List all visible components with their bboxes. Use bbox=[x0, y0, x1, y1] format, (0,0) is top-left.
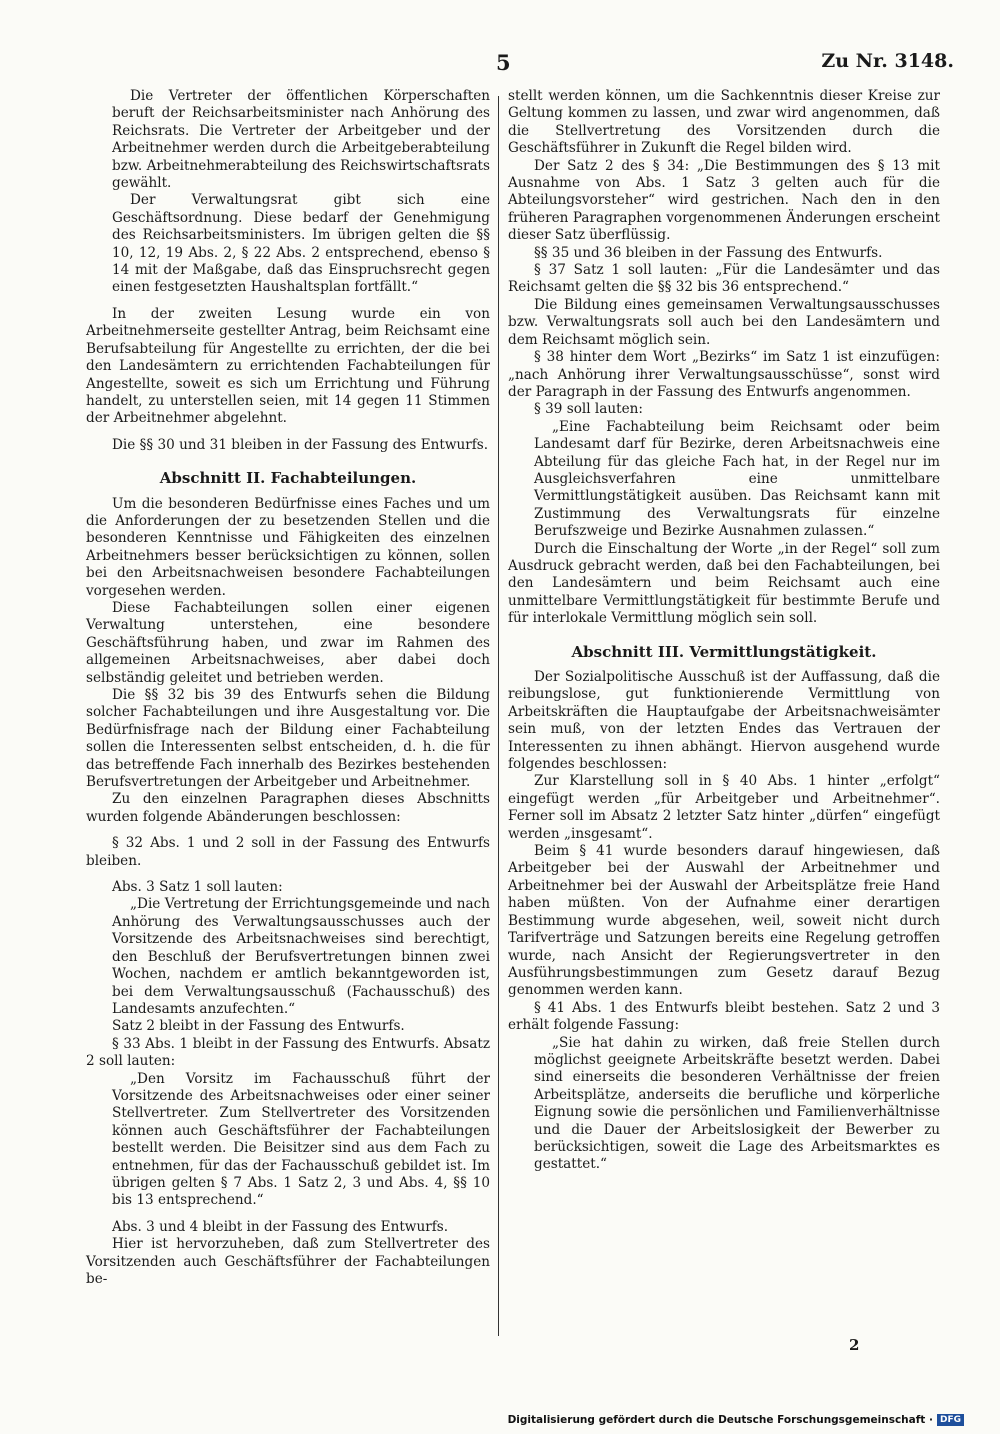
dfg-logo: DFG bbox=[937, 1414, 964, 1426]
right-paragraph: Der Sozialpolitische Ausschuß ist der Auffassung, daß die reibungslose, gut funktionierende Vermittlung von Arbeitskräften die Hauptaufgabe der Arbeitsnachweisämter sein muß, von der letzten Endes das Vertrauen der Interessenten zu ihnen abhängt. Hiervon ausgehend wurde folgendes beschlossen: bbox=[508, 669, 940, 773]
left-paragraph: Abs. 3 Satz 1 soll lauten: bbox=[112, 879, 283, 896]
right-paragraph: § 38 hinter dem Wort „Bezirks“ im Satz 1 ist einzufügen: „nach Anhörung ihrer Verwaltungsausschüsse“, sonst wird der Paragraph in der Fassung des Entwurfs angenommen. bbox=[508, 349, 940, 400]
left-paragraph: Abs. 3 und 4 bleibt in der Fassung des Entwurfs. bbox=[112, 1218, 449, 1235]
right-paragraph: Der Satz 2 des § 34: „Die Bestimmungen des § 13 mit Ausnahme von Abs. 1 Satz 3 gelten auch für die Abteilungsvorsteher“ wird gestrichen. Nach den in den früheren Paragraphen vorgenommenen Änderungen erscheint dieser Satz überflüssig. bbox=[508, 157, 940, 244]
column-right bbox=[508, 88, 940, 1174]
left-paragraph: „Die Vertretung der Errichtungsgemeinde und nach Anhörung des Verwaltungsausschusses auch der Vorsitzende des Arbeitsnachweises sind berechtigt, den Beschluß der Berufsvertretungen binnen zwei Wochen, nachdem er amtlich bekanntgeworden ist, bei dem Verwaltungsausschuß (Fachausschuß) des Landesamts anzufechten.“ bbox=[112, 896, 490, 1017]
right-paragraph: § 37 Satz 1 soll lauten: „Für die Landesämter und das Reichsamt gelten die §§ 32 bis 36 entsprechend.“ bbox=[508, 262, 940, 296]
right-paragraph: Durch die Einschaltung der Worte „in der Regel“ soll zum Ausdruck gebracht werden, daß bei den Fachabteilungen, bei den Landesämtern und beim Reichsamt auch eine unmittelbare Vermittlungstätigkeit für bestimmte Berufe und für interlokale Vermittlung möglich sein soll. bbox=[508, 540, 940, 627]
left-paragraph: Zu den einzelnen Paragraphen dieses Abschnitts wurden folgende Abänderungen beschlossen: bbox=[86, 791, 490, 825]
left-paragraph: Der Verwaltungsrat gibt sich eine Geschäftsordnung. Diese bedarf der Genehmigung des Reichsarbeitsministers. Im übrigen gelten die §§ 10, 12, 19 Abs. 2, § 22 Abs. 2 entsprechend, ebenso § 14 mit der Maßgabe, daß das Einspruchsrecht gegen einen festgesetzten Haushaltsplan fortfällt.“ bbox=[112, 192, 490, 296]
right-paragraph: stellt werden können, um die Sachkenntnis dieser Kreise zur Geltung kommen zu lassen, und zwar wird angenommen, daß die Stellvertretung des Vorsitzenden durch die Geschäftsführer in Zukunft die Regel bilden wird. bbox=[508, 88, 940, 157]
right-paragraph: § 41 Abs. 1 des Entwurfs bleibt bestehen. Satz 2 und 3 erhält folgende Fassung: bbox=[508, 999, 940, 1034]
right-paragraph: Beim § 41 wurde besonders darauf hingewiesen, daß Arbeitgeber bei der Auswahl der Arbeitnehmer und Arbeitnehmer bei der Auswahl der Arbeitsplätze freie Hand haben müßten. Von der Aufnahme einer derartigen Bestimmung wurde abgesehen, weil, soweit nicht durch Tarifverträge und Satzungen bereits eine Regelung getroffen wurde, nach Ansicht der Regierungsvertreter in den Ausführungsbestimmungen zum Gesetz darauf Bezug genommen werden kann. bbox=[508, 843, 940, 999]
signature-mark: 2 bbox=[849, 1336, 860, 1354]
right-paragraph: Zur Klarstellung soll in § 40 Abs. 1 hinter „erfolgt“ eingefügt werden „für Arbeitgeber und Arbeitnehmer“. Ferner soll im Absatz 2 letzter Satz hinter „dürfen“ eingefügt werden „insgesamt“. bbox=[508, 773, 940, 842]
left-paragraph: Hier ist hervorzuheben, daß zum Stellvertreter des Vorsitzenden auch Geschäftsführer der Fachabteilungen be- bbox=[86, 1236, 490, 1287]
footer-text: Digitalisierung gefördert durch die Deutsche Forschungsgemeinschaft · bbox=[507, 1414, 933, 1426]
page-number: 5 bbox=[496, 50, 511, 75]
left-paragraph: Um die besonderen Bedürfnisse eines Faches und um die Anforderungen der zu besetzenden Stellen und die besonderen Kenntnisse und Fähigkeiten des einzelnen Arbeitnehmers besser berücksichtigen zu können, sollen bei den Arbeitsnachweisen besondere Fachabteilungen vorgesehen werden. bbox=[86, 495, 490, 599]
right-paragraph: §§ 35 und 36 bleiben in der Fassung des Entwurfs. bbox=[534, 244, 883, 261]
left-paragraph: Die §§ 32 bis 39 des Entwurfs sehen die Bildung solcher Fachabteilungen und ihre Ausgestaltung vor. Die Bedürfnisfrage nach der Bildung einer Fachabteilung sollen die Interessenten selbst entscheiden, d. h. die für das betreffende Fach innerhalb des Bezirkes bestehenden Berufsvertretungen der Arbeitgeber und Arbeitnehmer. bbox=[86, 687, 490, 791]
section-heading: Abschnitt II. Fachabteilungen. bbox=[159, 469, 417, 488]
right-paragraph: „Eine Fachabteilung beim Reichsamt oder beim Landesamt darf für Bezirke, deren Arbeitsnachweis eine Abteilung für das gleiche Fach hat, in der Regel nur im Ausgleichsverfahren eine unmittelbare Vermittlungstätigkeit ausüben. Das Reichsamt kann mit Zustimmung des Verwaltungsrats für einzelne Berufszweige und Bezirke Ausnahmen zulassen.“ bbox=[534, 418, 940, 540]
left-paragraph: § 33 Abs. 1 bleibt in der Fassung des Entwurfs. Absatz 2 soll lauten: bbox=[86, 1035, 490, 1070]
footer-credit bbox=[508, 1414, 964, 1426]
right-paragraph: „Sie hat dahin zu wirken, daß freie Stellen durch möglichst geeignete Arbeitskräfte besetzt werden. Dabei sind einerseits die besonderen Verhältnisse der freien Arbeitsplätze, anderseits die berufliche und körperliche Eignung sowie die persönlichen und Familienverhältnisse und die Dauer der Arbeitslosigkeit der Bewerber zu berücksichtigen, soweit die Lage des Arbeitsmarktes es gestattet.“ bbox=[534, 1034, 940, 1173]
left-paragraph: Die Vertreter der öffentlichen Körperschaften beruft der Reichsarbeitsminister nach Anhörung des Reichsrats. Die Vertreter der Arbeitgeber und der Arbeitnehmer werden durch die Arbeitgeberabteilung bzw. Arbeitnehmerabteilung des Reichswirtschaftsrats gewählt. bbox=[112, 88, 490, 192]
left-paragraph: In der zweiten Lesung wurde ein von Arbeitnehmerseite gestellter Antrag, beim Reichsamt eine Berufsabteilung für Angestellte zu errichten, der die bei den Landesämtern zu errichtenden Fachabteilungen für Angestellte, soweit es sich um Errichtung und Führung handelt, zu unterstellen seien, mit 14 gegen 11 Stimmen der Arbeitnehmer abgelehnt. bbox=[86, 305, 490, 427]
left-paragraph: Satz 2 bleibt in der Fassung des Entwurfs. bbox=[112, 1018, 405, 1035]
column-divider bbox=[498, 96, 499, 1336]
left-paragraph: § 32 Abs. 1 und 2 soll in der Fassung des Entwurfs bleiben. bbox=[86, 835, 490, 869]
column-left bbox=[86, 88, 490, 1288]
document-reference: Zu Nr. 3148. bbox=[821, 50, 954, 72]
left-paragraph: Die §§ 30 und 31 bleiben in der Fassung des Entwurfs. bbox=[112, 436, 489, 453]
right-paragraph: Die Bildung eines gemeinsamen Verwaltungsausschusses bzw. Verwaltungsrats soll auch bei den Landesämtern und dem Reichsamt möglich sein. bbox=[508, 296, 940, 348]
section-heading: Abschnitt III. Vermittlungstätigkeit. bbox=[571, 642, 877, 661]
left-paragraph: „Den Vorsitz im Fachausschuß führt der Vorsitzende des Arbeitsnachweises oder einer seiner Stellvertreter. Zum Stellvertreter des Vorsitzenden können auch Geschäftsführer der Fachabteilungen bestellt werden. Die Beisitzer sind aus dem Fach zu entnehmen, für das der Fachausschuß gebildet ist. Im übrigen gelten § 7 Abs. 1 Satz 2, 3 und Abs. 4, §§ 10 bis 13 entsprechend.“ bbox=[112, 1070, 490, 1209]
left-paragraph: Diese Fachabteilungen sollen einer eigenen Verwaltung unterstehen, eine besondere Geschäftsführung haben, und zwar im Rahmen des allgemeinen Arbeitsnachweises, aber dabei doch selbständig geleitet und betrieben werden. bbox=[86, 599, 490, 686]
right-paragraph: § 39 soll lauten: bbox=[534, 401, 643, 418]
